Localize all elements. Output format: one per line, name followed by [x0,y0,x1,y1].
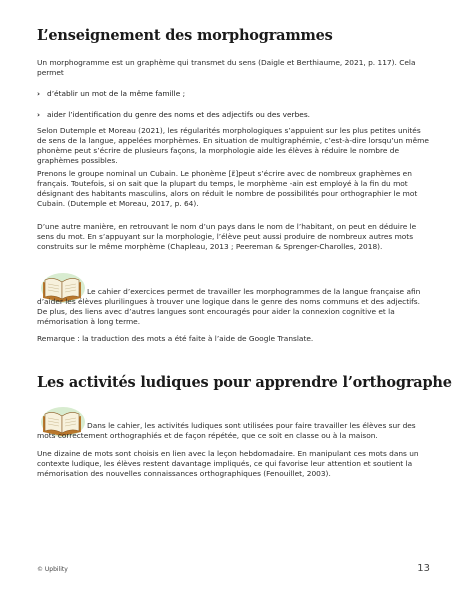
paragraph [37,222,429,252]
intro-text: Un morphogramme est un graphème qui transmet du sens (Daigle et Berthiaume, 2021, p. 117). Cela permet [37,58,416,77]
paragraph-with-icon [37,421,429,441]
note [37,334,429,344]
bullet-list [37,110,429,120]
footer-copyright: © Upbility [37,566,68,573]
paragraph [37,449,429,479]
section-title-morphogrammes: L’enseignement des morphogrammes [37,27,333,44]
paragraph [37,169,429,209]
paragraph-text: Prenons le groupe nominal un Cubain. Le phonème [ɛ̃]peut s’écrire avec de nombreux graphèmes en français. Toutefois, si on sait que la plupart du temps, le morphème -ain est employé à la fin du mot désignant des habitants masculins, alors on réduit le nombre de possibilités pour orthographier le mot Cubain. (Dutemple et Moreau, 2017, p. 64). [37,169,418,208]
paragraph [37,126,429,166]
paragraph-text: Dans le cahier, les activités ludiques sont utilisées pour faire travailler les élèves sur des mots correctement orthographiés et de façon répétée, que ce soit en classe ou à la maison. [37,421,416,440]
bullet-item: › d’établir un mot de la même famille ; [37,89,429,99]
paragraph-text: Une dizaine de mots sont choisis en lien avec la leçon hebdomadaire. En manipulant ces mots dans un contexte ludique, les élèves restent davantage impliqués, ce qui favorise leur attention et soutient la mémorisation des nouvelles connaissances orthographiques (Fenouillet, 2003). [37,449,419,478]
bullet-list [37,89,429,99]
paragraph-text: Selon Dutemple et Moreau (2021), les régularités morphologiques s’appuient sur les plus petites unités de sens de la langue, appelées morphèmes. En situation de multigraphémie, c’est-à-dire lorsqu’un même phonème peut s’écrire de plusieurs façons, la morphologie aide les élèves à réduire le nombre de graphèmes possibles. [37,126,429,165]
paragraph-text: D’une autre manière, en retrouvant le nom d’un pays dans le nom de l’habitant, on peut en déduire le sens du mot. En s’appuyant sur la morphologie, l’élève peut aussi produire de nombreux autres mots construits sur le même morphème (Chapleau, 2013 ; Peereman & Sprenger-Charolles, 2018). [37,222,417,251]
note-text: Remarque : la traduction des mots a été faite à l’aide de Google Translate. [37,334,314,343]
bullet-item: › aider l’identification du genre des noms et des adjectifs ou des verbes. [37,110,429,120]
page-number: 13 [417,563,430,574]
section-title-activites-ludiques: Les activités ludiques pour apprendre l’orthographe [37,374,452,391]
paragraph-with-icon [37,287,429,327]
paragraph-text: Le cahier d’exercices permet de travailler les morphogrammes de la langue française afin d’aider les élèves plurilingues à trouver une logique dans le genre des noms communs et des adjectifs. De plus, des liens avec d’autres langues sont encouragés pour aider la connexion cognitive et la mémorisation à long terme. [37,287,421,326]
intro-block [37,58,429,78]
